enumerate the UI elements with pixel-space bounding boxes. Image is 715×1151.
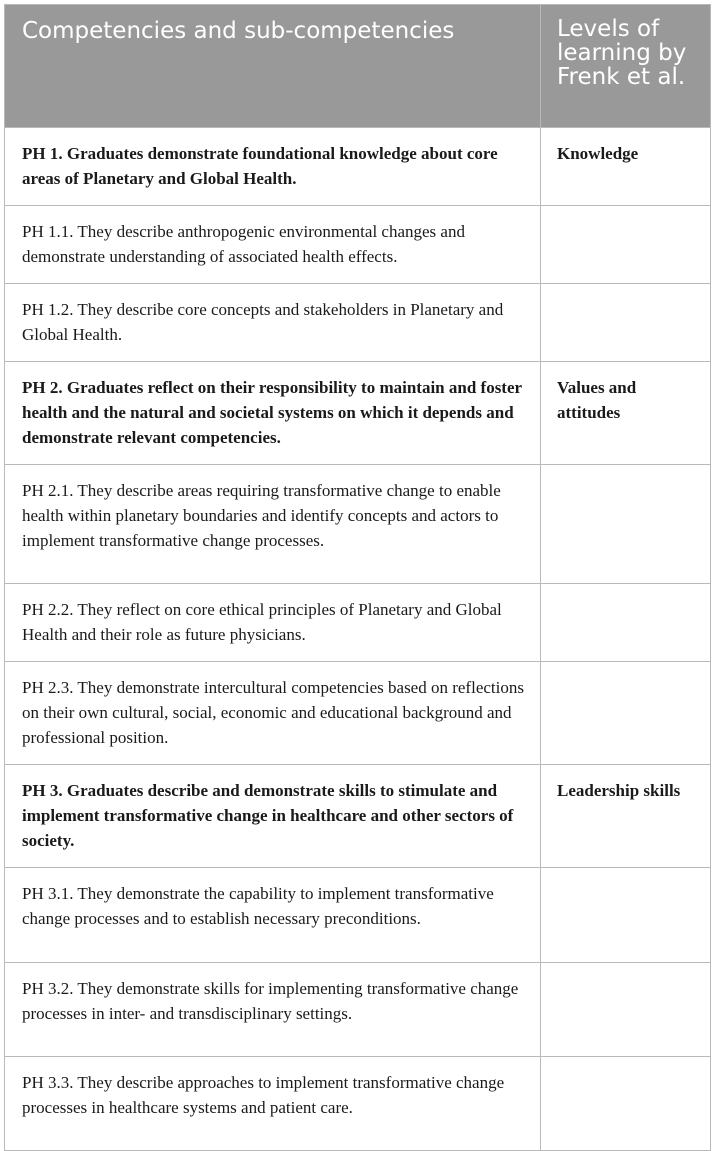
table-header-row [5, 5, 711, 128]
level-cell [541, 868, 711, 963]
table-row [5, 765, 711, 868]
level-cell [541, 284, 711, 362]
level-cell: Values and attitudes [541, 362, 711, 465]
competency-cell: PH 3.2. They demonstrate skills for implementing transformative change processes in inter- and transdisciplinary settings. [5, 963, 541, 1057]
table-row [5, 465, 711, 584]
table-row [5, 284, 711, 362]
table-row [5, 206, 711, 284]
table-row [5, 963, 711, 1057]
level-cell: Leadership skills [541, 765, 711, 868]
table-row [5, 868, 711, 963]
level-cell [541, 206, 711, 284]
level-cell [541, 662, 711, 765]
competency-cell: PH 1.1. They describe anthropogenic environmental changes and demonstrate understanding of associated health effects. [5, 206, 541, 284]
competency-cell: PH 2.3. They demonstrate intercultural competencies based on reflections on their own cultural, social, economic and educational background and professional position. [5, 662, 541, 765]
table-row [5, 362, 711, 465]
competency-cell: PH 3.3. They describe approaches to implement transformative change processes in healthcare systems and patient care. [5, 1057, 541, 1151]
level-cell [541, 465, 711, 584]
level-cell: Knowledge [541, 128, 711, 206]
competency-cell: PH 1. Graduates demonstrate foundational knowledge about core areas of Planetary and Global Health. [5, 128, 541, 206]
table-row [5, 584, 711, 662]
competency-cell: PH 3. Graduates describe and demonstrate skills to stimulate and implement transformative change in healthcare and other sectors of society. [5, 765, 541, 868]
competency-table [4, 4, 711, 1151]
table-row [5, 662, 711, 765]
header-competencies: Competencies and sub-competencies [5, 5, 541, 128]
header-levels: Levels of learning by Frenk et al. [541, 5, 711, 128]
table-row [5, 128, 711, 206]
competency-cell: PH 2.2. They reflect on core ethical principles of Planetary and Global Health and their role as future physicians. [5, 584, 541, 662]
competency-cell: PH 2. Graduates reflect on their responsibility to maintain and foster health and the natural and societal systems on which it depends and demonstrate relevant competencies. [5, 362, 541, 465]
table-row [5, 1057, 711, 1151]
level-cell [541, 963, 711, 1057]
level-cell [541, 584, 711, 662]
competency-cell: PH 1.2. They describe core concepts and stakeholders in Planetary and Global Health. [5, 284, 541, 362]
level-cell [541, 1057, 711, 1151]
competency-cell: PH 3.1. They demonstrate the capability to implement transformative change processes and to establish necessary preconditions. [5, 868, 541, 963]
competency-cell: PH 2.1. They describe areas requiring transformative change to enable health within planetary boundaries and identify concepts and actors to implement transformative change processes. [5, 465, 541, 584]
